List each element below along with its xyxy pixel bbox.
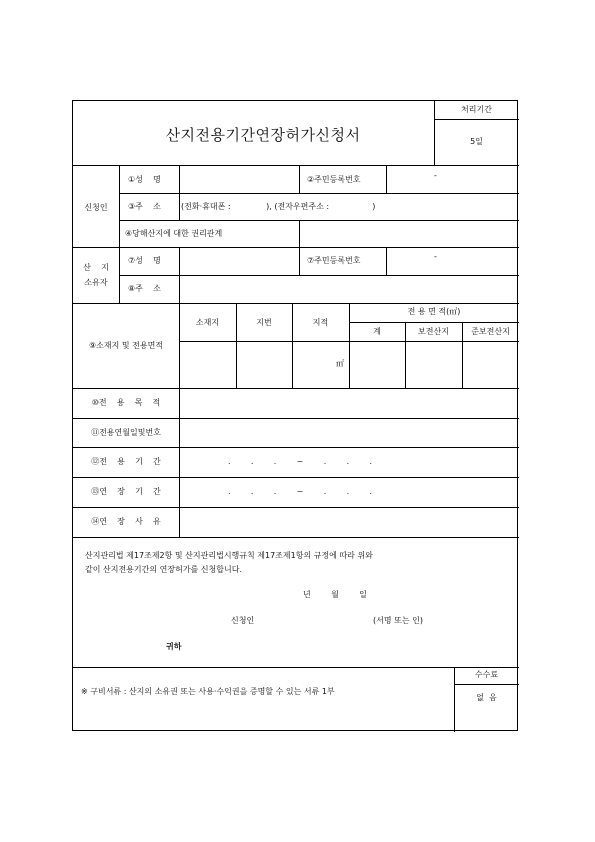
owner-section-label-1: 산 지 xyxy=(83,263,109,272)
rule-line xyxy=(434,119,519,120)
statement-line-2: 같이 산지전용기간의 연장허가를 신청합니다. xyxy=(85,565,243,574)
signature-note: (서명 또는 인) xyxy=(373,616,423,625)
rule-line xyxy=(73,388,519,389)
rule-line xyxy=(73,667,519,668)
owner-name-label: ⑦성 명 xyxy=(128,256,161,265)
rule-line xyxy=(73,507,519,508)
location-area-label: ⑨소재지 및 전용면적 xyxy=(88,341,164,350)
rule-line xyxy=(292,303,293,388)
rule-line xyxy=(73,418,519,419)
conversion-period-label: ⑫전 용 기 간 xyxy=(91,457,161,466)
rule-line xyxy=(179,165,180,221)
extension-period-value: . . . ~ . . . xyxy=(228,487,373,496)
applicant-address-label: ③주 소 xyxy=(128,202,161,211)
rule-line xyxy=(299,220,300,247)
rule-line xyxy=(299,165,300,193)
owner-section-label-2: 소유자 xyxy=(84,278,108,287)
rule-line xyxy=(73,303,519,304)
owner-address-label: ⑧주 소 xyxy=(128,284,161,293)
fee-value: 없 음 xyxy=(476,693,497,702)
owner-resident-no-dash: - xyxy=(434,252,437,261)
rule-line xyxy=(454,684,519,685)
rule-line xyxy=(179,247,180,303)
applicant-resident-no-dash: - xyxy=(434,171,437,180)
rule-line xyxy=(73,165,519,166)
rule-line xyxy=(236,303,237,388)
purpose-label: ⑩전 용 목 적 xyxy=(91,398,161,407)
applicant-signature-label: 신청인 xyxy=(231,616,255,625)
application-form xyxy=(72,100,518,731)
conversion-period-value: . . . ~ . . . xyxy=(228,457,373,466)
col-preserve-header: 보전산지 xyxy=(418,327,449,336)
rule-line xyxy=(119,165,120,303)
applicant-resident-no-label: ②주민등록번호 xyxy=(307,175,361,184)
col-conversion-area-header: 전 용 면 적(㎡) xyxy=(407,307,461,316)
col-total-header: 계 xyxy=(373,327,381,336)
processing-period-label: 처리기간 xyxy=(461,105,492,114)
owner-resident-no-label: ⑦주민등록번호 xyxy=(307,256,361,265)
date-line: 년 월 일 xyxy=(303,590,367,599)
applicant-section-label: 신청인 xyxy=(84,203,108,212)
rule-line xyxy=(349,322,519,323)
extension-period-label: ⑬연 장 기 간 xyxy=(91,487,161,496)
rule-line xyxy=(73,537,519,538)
statement-line-1: 산지관리법 제17조제2항 및 산지관리법시행규칙 제17조제1항의 규정에 따라 위와 xyxy=(85,551,373,560)
rule-line xyxy=(179,303,180,537)
rule-line xyxy=(73,247,519,248)
applicant-name-label: ①성 명 xyxy=(128,175,161,184)
permit-date-number-label: ⑪전용연월일및번호 xyxy=(91,428,161,437)
applicant-rights-label: ④당해산지에 대한 권리관계 xyxy=(125,229,223,238)
rule-line xyxy=(386,247,387,275)
applicant-contact-text: (전화·휴대폰 : ), (전자우편주소 : ) xyxy=(181,202,376,211)
col-quasi-preserve-header: 준보전산지 xyxy=(471,327,510,336)
addressee: 귀하 xyxy=(166,642,182,651)
rule-line xyxy=(73,477,519,478)
rule-line xyxy=(73,447,519,448)
required-documents: ※ 구비서류 : 산지의 소유권 또는 사용·수익권을 증명할 수 있는 서류 1부 xyxy=(81,687,335,696)
col-area-header: 지적 xyxy=(312,318,329,327)
col-location-header: 소재지 xyxy=(195,318,220,327)
rule-line xyxy=(386,165,387,193)
extension-reason-label: ⑭연 장 사 유 xyxy=(91,517,161,526)
rule-line xyxy=(299,247,300,275)
processing-period-value: 5일 xyxy=(470,137,483,146)
col-lot-header: 지번 xyxy=(256,318,272,327)
fee-label: 수수료 xyxy=(474,670,499,679)
form-title: 산지전용기간연장허가신청서 xyxy=(165,126,361,144)
area-unit: ㎡ xyxy=(336,359,344,368)
